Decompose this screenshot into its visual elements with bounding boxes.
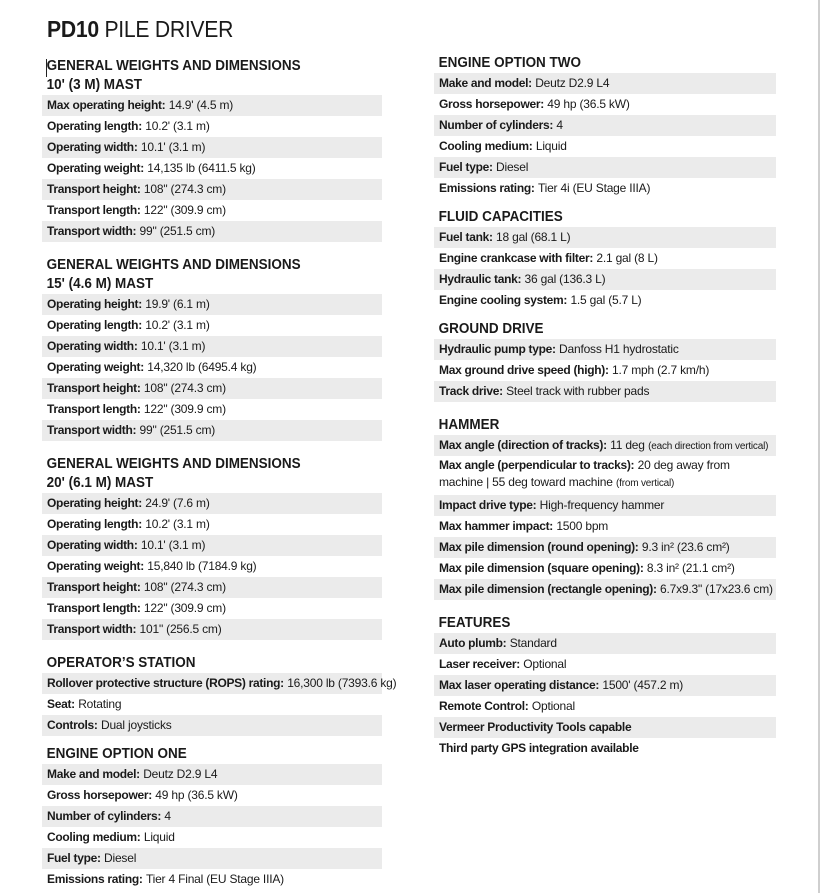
- spec-section-engine-option-two: [434, 54, 776, 199]
- section-spacer: [42, 736, 382, 745]
- spec-row: [42, 694, 382, 715]
- spec-row: [42, 116, 382, 137]
- spec-row: [434, 360, 776, 381]
- spec-label: Impact drive type:: [439, 498, 537, 512]
- spec-value: 24.9' (7.6 m): [145, 496, 210, 510]
- spec-value: 10.1' (3.1 m): [140, 140, 206, 154]
- spec-label: Hydraulic tank:: [439, 272, 522, 286]
- spec-value: 14,135 lb (6411.5 kg): [147, 161, 256, 175]
- section-subheading: 10' (3 M) MAST: [46, 77, 143, 93]
- spec-label: Remote Control:: [439, 699, 529, 713]
- spec-value: 1500 bpm: [556, 519, 609, 533]
- section-heading: GENERAL WEIGHTS AND DIMENSIONS: [46, 257, 301, 273]
- spec-row: [434, 558, 776, 579]
- spec-value: Liquid: [535, 139, 567, 153]
- spec-value: 49 hp (36.5 kW): [547, 97, 630, 111]
- spec-value: 20 deg away from machine | 55 deg toward machine: [439, 458, 730, 489]
- spec-label: Operating width:: [47, 339, 138, 353]
- right-column: [434, 54, 776, 759]
- spec-row: [434, 381, 776, 402]
- spec-label: Max angle (direction of tracks):: [439, 438, 607, 452]
- spec-row: [42, 827, 382, 848]
- spec-row: [434, 269, 776, 290]
- spec-label: Auto plumb:: [439, 636, 507, 650]
- spec-value: 36 gal (136.3 L): [524, 272, 606, 286]
- spec-value: 1.7 mph (2.7 km/h): [612, 363, 710, 377]
- spec-row: [42, 336, 382, 357]
- spec-row: [42, 556, 382, 577]
- spec-value: Optional: [523, 657, 567, 671]
- spec-value: 122" (309.9 cm): [143, 601, 226, 615]
- spec-section-hammer: [434, 416, 776, 600]
- spec-row: [434, 456, 776, 495]
- spec-row: [42, 294, 382, 315]
- spec-label: Number of cylinders:: [439, 118, 554, 132]
- spec-value: Liquid: [143, 830, 175, 844]
- section-spacer: [434, 199, 776, 208]
- spec-value: 99" (251.5 cm): [139, 423, 216, 437]
- spec-row: [434, 675, 776, 696]
- spec-label: Fuel type:: [439, 160, 493, 174]
- spec-row: [42, 221, 382, 242]
- spec-label: Engine crankcase with filter:: [439, 251, 594, 265]
- spec-row: [434, 495, 776, 516]
- spec-value: 10.1' (3.1 m): [140, 538, 206, 552]
- spec-value: 49 hp (36.5 kW): [155, 788, 238, 802]
- spec-value: 108" (274.3 cm): [143, 182, 226, 196]
- spec-row: [434, 537, 776, 558]
- spec-row: [42, 200, 382, 221]
- spec-label: Seat:: [47, 697, 75, 711]
- spec-label: Transport height:: [47, 182, 141, 196]
- spec-row: [42, 577, 382, 598]
- section-spacer: [434, 600, 776, 614]
- spec-row: [42, 357, 382, 378]
- spec-value: Tier 4i (EU Stage IIIA): [537, 181, 651, 195]
- spec-row: [42, 399, 382, 420]
- spec-value: Tier 4 Final (EU Stage IIIA): [145, 872, 284, 886]
- spec-row: [42, 137, 382, 158]
- spec-label: Transport length:: [47, 402, 141, 416]
- spec-row: [42, 806, 382, 827]
- spec-label: Gross horsepower:: [47, 788, 152, 802]
- section-heading: OPERATOR’S STATION: [46, 655, 196, 671]
- spec-row: [42, 785, 382, 806]
- spec-value: 6.7x9.3" (17x23.6 cm): [660, 582, 773, 596]
- spec-row: [42, 514, 382, 535]
- spec-value: 122" (309.9 cm): [143, 402, 226, 416]
- spec-row: [434, 435, 776, 456]
- spec-label: Cooling medium:: [439, 139, 533, 153]
- spec-value: 19.9' (6.1 m): [145, 297, 210, 311]
- spec-label: Operating width:: [47, 538, 138, 552]
- spec-row: [434, 115, 776, 136]
- spec-label: Hydraulic pump type:: [439, 342, 556, 356]
- spec-label: Make and model:: [439, 76, 532, 90]
- spec-label: Track drive:: [439, 384, 503, 398]
- spec-section-general-weights-and-dimensions-15-4-6-m-mast: [42, 256, 382, 441]
- spec-label: Transport width:: [47, 622, 137, 636]
- spec-label: Make and model:: [47, 767, 140, 781]
- spec-note: (each direction from vertical): [648, 441, 769, 452]
- spec-section-engine-option-one: [42, 745, 382, 890]
- spec-row: [42, 378, 382, 399]
- spec-label: Laser receiver:: [439, 657, 520, 671]
- section-spacer: [434, 402, 776, 416]
- spec-label: Transport length:: [47, 601, 141, 615]
- spec-row: [434, 94, 776, 115]
- spec-row: [434, 717, 776, 738]
- spec-label: Operating length:: [47, 318, 142, 332]
- spec-value: 99" (251.5 cm): [139, 224, 216, 238]
- spec-section-features: [434, 614, 776, 759]
- spec-label: Max pile dimension (round opening):: [439, 540, 639, 554]
- spec-value: 1.5 gal (5.7 L): [570, 293, 642, 307]
- spec-label: Operating width:: [47, 140, 138, 154]
- section-heading: GENERAL WEIGHTS AND DIMENSIONS: [46, 456, 301, 472]
- spec-row: [434, 136, 776, 157]
- spec-row: [434, 633, 776, 654]
- spec-row: [434, 339, 776, 360]
- spec-value: 4: [164, 809, 171, 823]
- spec-row: [42, 848, 382, 869]
- spec-label: Operating height:: [47, 496, 142, 510]
- spec-label: Cooling medium:: [47, 830, 141, 844]
- spec-value: Deutz D2.9 L4: [143, 767, 218, 781]
- spec-label: Fuel type:: [47, 851, 101, 865]
- section-heading: GROUND DRIVE: [438, 321, 544, 337]
- spec-row: [434, 516, 776, 537]
- spec-label: Third party GPS integration available: [439, 741, 639, 755]
- spec-row: [42, 715, 382, 736]
- section-subheading: 20' (6.1 M) MAST: [46, 475, 154, 491]
- spec-row: [434, 227, 776, 248]
- spec-label: Max ground drive speed (high):: [439, 363, 609, 377]
- spec-row: [42, 535, 382, 556]
- spec-label: Max laser operating distance:: [439, 678, 600, 692]
- spec-row: [434, 290, 776, 311]
- spec-label: Transport length:: [47, 203, 141, 217]
- spec-label: Transport width:: [47, 423, 137, 437]
- spec-value: 10.2' (3.1 m): [145, 119, 210, 133]
- spec-label: Max angle (perpendicular to tracks):: [439, 458, 635, 472]
- spec-label: Controls:: [47, 718, 98, 732]
- spec-value: Standard: [509, 636, 557, 650]
- spec-label: Transport height:: [47, 580, 141, 594]
- section-subheading: 15' (4.6 M) MAST: [46, 276, 154, 292]
- model-number: PD10: [47, 16, 99, 42]
- spec-label: Operating height:: [47, 297, 142, 311]
- spec-section-fluid-capacities: [434, 208, 776, 311]
- spec-row: [42, 598, 382, 619]
- spec-label: Operating weight:: [47, 161, 144, 175]
- spec-value: 14,320 lb (6495.4 kg): [147, 360, 257, 374]
- spec-label: Engine cooling system:: [439, 293, 568, 307]
- spec-label: Operating weight:: [47, 360, 144, 374]
- spec-section-ground-drive: [434, 320, 776, 402]
- spec-row: [42, 179, 382, 200]
- spec-row: [42, 673, 397, 694]
- spec-value: 9.3 in² (23.6 cm²): [641, 540, 730, 554]
- spec-value: 10.2' (3.1 m): [145, 318, 210, 332]
- spec-row: [434, 248, 776, 269]
- spec-section-general-weights-and-dimensions-20-6-1-m-mast: [42, 455, 382, 640]
- spec-row: [434, 654, 776, 675]
- spec-value: Diesel: [104, 851, 137, 865]
- section-heading: HAMMER: [438, 417, 500, 433]
- spec-row: [42, 95, 382, 116]
- spec-label: Operating length:: [47, 119, 142, 133]
- spec-row: [42, 315, 382, 336]
- spec-value: 11 deg: [610, 438, 645, 452]
- spec-note: (from vertical): [616, 478, 675, 489]
- spec-label: Emissions rating:: [439, 181, 535, 195]
- spec-value: Steel track with rubber pads: [506, 384, 650, 398]
- spec-row: [434, 157, 776, 178]
- spec-value: 16,300 lb (7393.6 kg): [287, 676, 397, 690]
- spec-label: Rollover protective structure (ROPS) rating:: [47, 676, 284, 690]
- spec-label: Operating weight:: [47, 559, 144, 573]
- spec-value: 15,840 lb (7184.9 kg): [147, 559, 257, 573]
- spec-value: Deutz D2.9 L4: [535, 76, 610, 90]
- section-heading: ENGINE OPTION TWO: [438, 55, 581, 71]
- spec-value: 101" (256.5 cm): [139, 622, 222, 636]
- spec-value: Diesel: [496, 160, 529, 174]
- product-name: PILE DRIVER: [104, 16, 234, 42]
- spec-row: [42, 619, 382, 640]
- spec-label: Fuel tank:: [439, 230, 493, 244]
- spec-section-general-weights-and-dimensions-10-3-m-mast: [42, 57, 382, 242]
- spec-value: 8.3 in² (21.1 cm²): [646, 561, 735, 575]
- spec-value: 10.2' (3.1 m): [145, 517, 210, 531]
- left-column: [42, 57, 397, 890]
- spec-value: 4: [556, 118, 563, 132]
- spec-row: [434, 178, 776, 199]
- section-heading: GENERAL WEIGHTS AND DIMENSIONS: [46, 58, 301, 74]
- spec-row: [42, 493, 382, 514]
- spec-label: Max pile dimension (rectangle opening):: [439, 582, 657, 596]
- spec-label: Max pile dimension (square opening):: [439, 561, 644, 575]
- spec-value: 2.1 gal (8 L): [596, 251, 658, 265]
- section-spacer: [42, 441, 382, 455]
- spec-label: Vermeer Productivity Tools capable: [439, 720, 632, 734]
- section-heading: FLUID CAPACITIES: [438, 209, 563, 225]
- section-spacer: [434, 311, 776, 320]
- spec-label: Gross horsepower:: [439, 97, 544, 111]
- spec-row: [42, 764, 382, 785]
- spec-row: [434, 579, 776, 600]
- spec-row: [42, 869, 382, 890]
- spec-value: High-frequency hammer: [539, 498, 665, 512]
- spec-label: Emissions rating:: [47, 872, 143, 886]
- spec-value: Optional: [531, 699, 575, 713]
- spec-label: Max operating height:: [47, 98, 166, 112]
- spec-section-operator-s-station: [42, 654, 397, 736]
- spec-label: Transport width:: [47, 224, 137, 238]
- spec-value: 14.9' (4.5 m): [168, 98, 234, 112]
- spec-label: Operating length:: [47, 517, 142, 531]
- spec-row: [42, 420, 382, 441]
- spec-value: Danfoss H1 hydrostatic: [559, 342, 679, 356]
- section-heading: FEATURES: [438, 615, 511, 631]
- spec-value: Dual joysticks: [100, 718, 172, 732]
- spec-row: [434, 696, 776, 717]
- spec-label: Max hammer impact:: [439, 519, 553, 533]
- spec-value: 1500' (457.2 m): [602, 678, 684, 692]
- spec-row: [434, 738, 776, 759]
- spec-row: [42, 158, 382, 179]
- spec-value: 10.1' (3.1 m): [140, 339, 206, 353]
- spec-row: [434, 73, 776, 94]
- spec-value: 108" (274.3 cm): [143, 580, 226, 594]
- spec-label: Number of cylinders:: [47, 809, 162, 823]
- spec-value: Rotating: [78, 697, 122, 711]
- section-spacer: [42, 242, 382, 256]
- spec-value: 108" (274.3 cm): [143, 381, 226, 395]
- page-title: [47, 16, 233, 43]
- spec-value: 18 gal (68.1 L): [496, 230, 571, 244]
- section-heading: ENGINE OPTION ONE: [46, 746, 187, 762]
- section-spacer: [42, 640, 382, 654]
- spec-value: 122" (309.9 cm): [143, 203, 226, 217]
- spec-label: Transport height:: [47, 381, 141, 395]
